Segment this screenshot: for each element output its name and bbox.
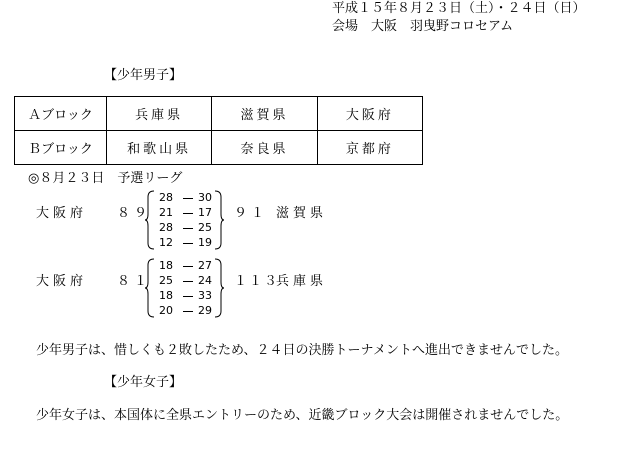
- period-score-a: 28: [159, 221, 173, 234]
- period-score-a: 12: [159, 236, 173, 249]
- dash: [183, 228, 193, 229]
- period-score-b: 17: [198, 206, 212, 219]
- period-score-a: 28: [159, 191, 173, 204]
- period-score-a: 20: [159, 304, 173, 317]
- period-score-b: 24: [198, 274, 212, 287]
- boys-note: 少年男子は、惜しくも２敗したため、２４日の決勝トーナメントへ進出できませんでした。: [36, 343, 568, 358]
- block-table: [14, 96, 423, 165]
- team-cell: 大阪府: [317, 97, 422, 131]
- team-cell: 奈良県: [212, 131, 317, 165]
- team-cell: 滋賀県: [212, 97, 317, 131]
- left-brace: [145, 258, 155, 318]
- team-cell: 京都府: [317, 131, 422, 165]
- girls-note: 少年女子は、本国体に全県エントリーのため、近畿ブロック大会は開催されませんでした。: [36, 408, 569, 423]
- dash: [183, 311, 193, 312]
- event-venue: 会場 大阪 羽曳野コロセアム: [332, 19, 514, 34]
- boys-heading: 【少年男子】: [104, 68, 183, 83]
- period-score-b: 29: [198, 304, 212, 317]
- dash: [183, 266, 193, 267]
- girls-heading: 【少年女子】: [104, 375, 183, 390]
- score-a: ８１: [117, 274, 152, 289]
- period-score-b: 25: [198, 221, 212, 234]
- period-score-b: 33: [198, 289, 212, 302]
- team-b: 兵庫県: [276, 274, 328, 289]
- score-b: １１３: [234, 274, 280, 289]
- score-a: ８９: [117, 206, 152, 221]
- dash: [183, 296, 193, 297]
- period-score-a: 18: [159, 289, 173, 302]
- league-title: ◎８月２３日 予選リーグ: [28, 171, 183, 186]
- dash: [183, 198, 193, 199]
- team-a: 大阪府: [36, 274, 88, 289]
- block-label: Ａブロック: [15, 97, 107, 131]
- team-cell: 兵庫県: [107, 97, 212, 131]
- left-brace: [145, 190, 155, 250]
- table-row: [15, 131, 423, 165]
- event-date: 平成１５年８月２３日（土）・２４日（日）: [332, 1, 586, 16]
- team-cell: 和歌山県: [107, 131, 212, 165]
- block-label: Ｂブロック: [15, 131, 107, 165]
- period-score-b: 30: [198, 191, 212, 204]
- period-score-b: 27: [198, 259, 212, 272]
- period-score-b: 19: [198, 236, 212, 249]
- right-brace: [214, 190, 224, 250]
- dash: [183, 243, 193, 244]
- right-brace: [214, 258, 224, 318]
- dash: [183, 213, 193, 214]
- team-a: 大阪府: [36, 206, 88, 221]
- score-b: ９１: [234, 206, 269, 221]
- period-score-a: 21: [159, 206, 173, 219]
- dash: [183, 281, 193, 282]
- team-b: 滋賀県: [276, 206, 328, 221]
- period-score-a: 18: [159, 259, 173, 272]
- period-score-a: 25: [159, 274, 173, 287]
- table-row: [15, 97, 423, 131]
